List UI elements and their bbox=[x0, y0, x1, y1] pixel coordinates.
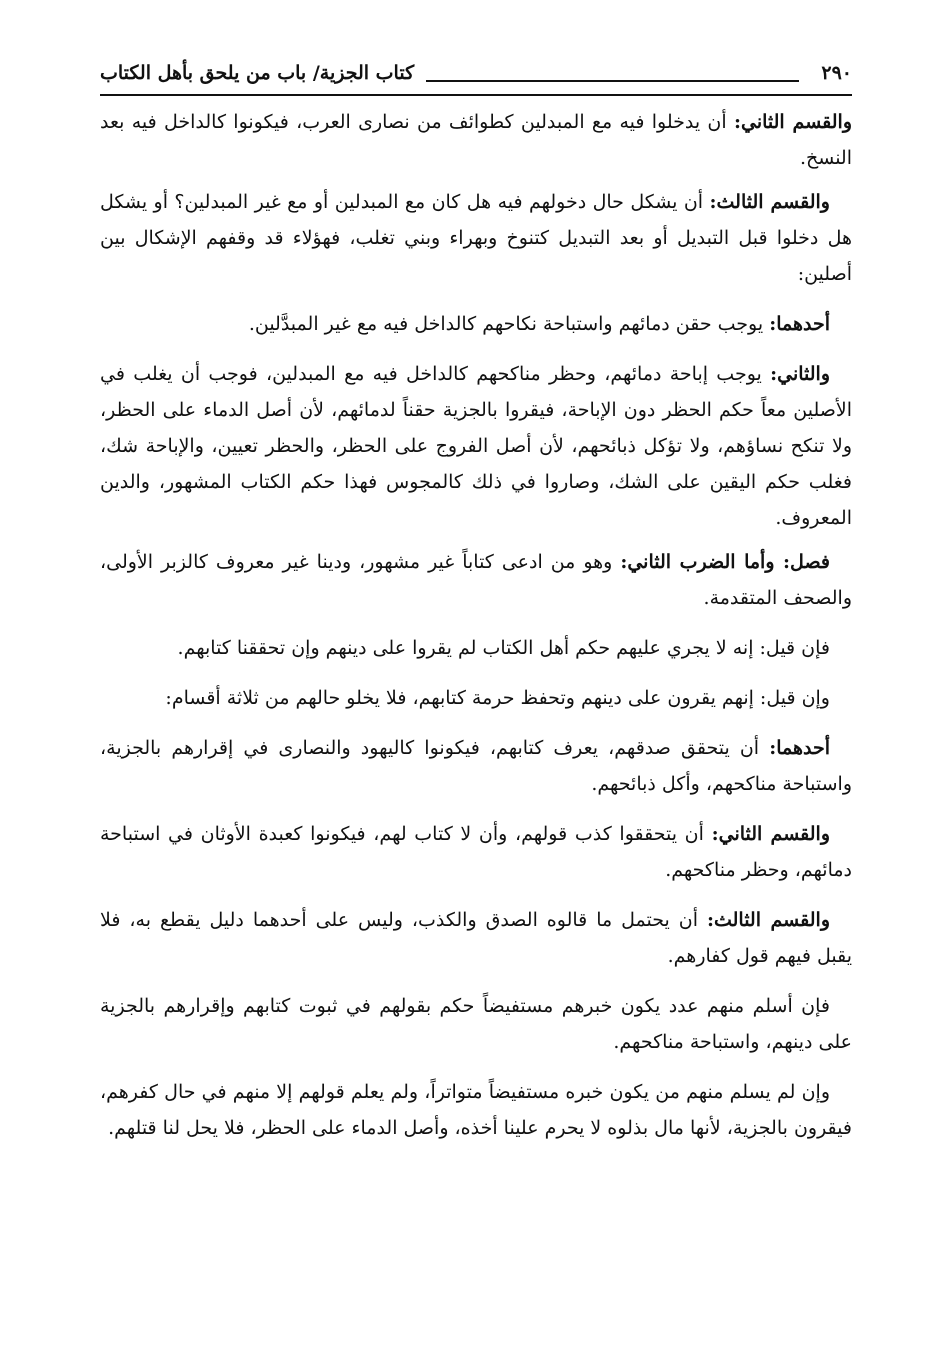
paragraph-lead: والقسم الثاني: bbox=[733, 111, 853, 133]
paragraph bbox=[100, 988, 852, 1060]
paragraph bbox=[100, 816, 852, 888]
paragraph bbox=[100, 104, 852, 176]
paragraph-lead: والقسم الثالث: bbox=[706, 909, 830, 931]
book-page bbox=[100, 58, 852, 1160]
paragraph-lead: والقسم الثالث: bbox=[709, 191, 830, 213]
running-head: كتاب الجزية/ باب من يلحق بأهل الكتاب bbox=[100, 62, 415, 84]
paragraph-text: فإن أسلم منهم عدد يكون خبرهم مستفيضاً حكم بقولهم في ثبوت كتابهم وإقرارهم بالجزية على دينهم، واستباحة مناكحهم. bbox=[100, 995, 852, 1053]
paragraph bbox=[100, 544, 852, 616]
paragraph-lead: أحدهما: bbox=[769, 313, 830, 335]
paragraph bbox=[100, 680, 852, 716]
paragraph-text: يوجب حقن دمائهم واستباحة نكاحهم كالداخل فيه مع غير المبدَّلين. bbox=[248, 313, 764, 335]
paragraph bbox=[100, 630, 852, 666]
paragraph-lead: والقسم الثاني: bbox=[711, 823, 831, 845]
paragraph-text: وإن قيل: إنهم يقرون على دينهم وتحفظ حرمة كتابهم، فلا يخلو حالهم من ثلاثة أقسام: bbox=[165, 687, 830, 709]
paragraph bbox=[100, 306, 852, 342]
page-number: ٢٩٠ bbox=[821, 62, 852, 84]
paragraph bbox=[100, 184, 852, 292]
paragraph-text: يوجب إباحة دمائهم، وحظر مناكحهم كالداخل فيه مع المبدلين، فوجب أن يغلب في الأصلين معاً حكم الحظر دون الإباحة، فيقروا بالجزية حقناً لدمائهم، لأن أصل الدماء على الحظر، ولا تنكح نساؤهم، ولا تؤكل ذبائحهم، لأن أصل الفروج على الحظر، والحظر تعيين، والإباحة شك، فغلب حكم اليقين على الشك، وصاروا في ذلك كالمجوس فهذا حكم الكتاب المشهور، والدين المعروف. bbox=[100, 363, 852, 529]
paragraph bbox=[100, 730, 852, 802]
paragraph-lead: والثاني: bbox=[770, 363, 830, 385]
paragraph-text: أن يدخلوا فيه مع المبدلين كطوائف من نصارى العرب، فيكونوا كالداخل فيه بعد النسخ. bbox=[100, 111, 852, 169]
paragraph-text: أن يشكل حال دخولهم فيه هل كان مع المبدلين أو مع غير المبدلين؟ أو يشكل هل دخلوا قبل التبديل أو بعد التبديل كتنوخ وبهراء وبني تغلب، فهؤلاء قد وقفهم الإشكال بين أصلين: bbox=[100, 191, 853, 285]
paragraph-text: أن يتحققوا كذب قولهم، وأن لا كتاب لهم، فيكونوا كعبدة الأوثان في استباحة دمائهم، وحظر مناكحهم. bbox=[100, 823, 852, 881]
paragraph-text: وهو من ادعى كتاباً غير مشهور، ودينا غير معروف كالزبر الأولى، والصحف المتقدمة. bbox=[100, 551, 852, 609]
paragraph bbox=[100, 902, 852, 974]
paragraph-lead: أحدهما: bbox=[769, 737, 830, 759]
paragraph bbox=[100, 1074, 852, 1146]
header-rule bbox=[426, 80, 799, 82]
paragraph-text: وإن لم يسلم منهم من يكون خبره مستفيضاً متواتراً، ولم يعلم قولهم إلا منهم في حال كفرهم، فيقرون بالجزية، لأنها مال بذلوه لا يحرم علينا أخذه، وأصل الدماء على الحظر، فلا يحل لنا قتلهم. bbox=[100, 1081, 852, 1139]
paragraph-text: فإن قيل: إنه لا يجري عليهم حكم أهل الكتاب لم يقروا على دينهم وإن تحققنا كتابهم. bbox=[177, 637, 830, 659]
paragraph bbox=[100, 356, 852, 536]
paragraph-text: أن يتحقق صدقهم، يعرف كتابهم، فيكونوا كاليهود والنصارى في إقرارهم بالجزية، واستباحة مناكحهم، وأكل ذبائحهم. bbox=[100, 737, 852, 795]
page-header bbox=[100, 58, 852, 96]
paragraph-text: أن يحتمل ما قالوه الصدق والكذب، وليس على أحدهما دليل يقطع به، فلا يقبل فيهم قول كفارهم. bbox=[100, 909, 852, 967]
paragraph-lead: فصل: وأما الضرب الثاني: bbox=[620, 551, 831, 573]
